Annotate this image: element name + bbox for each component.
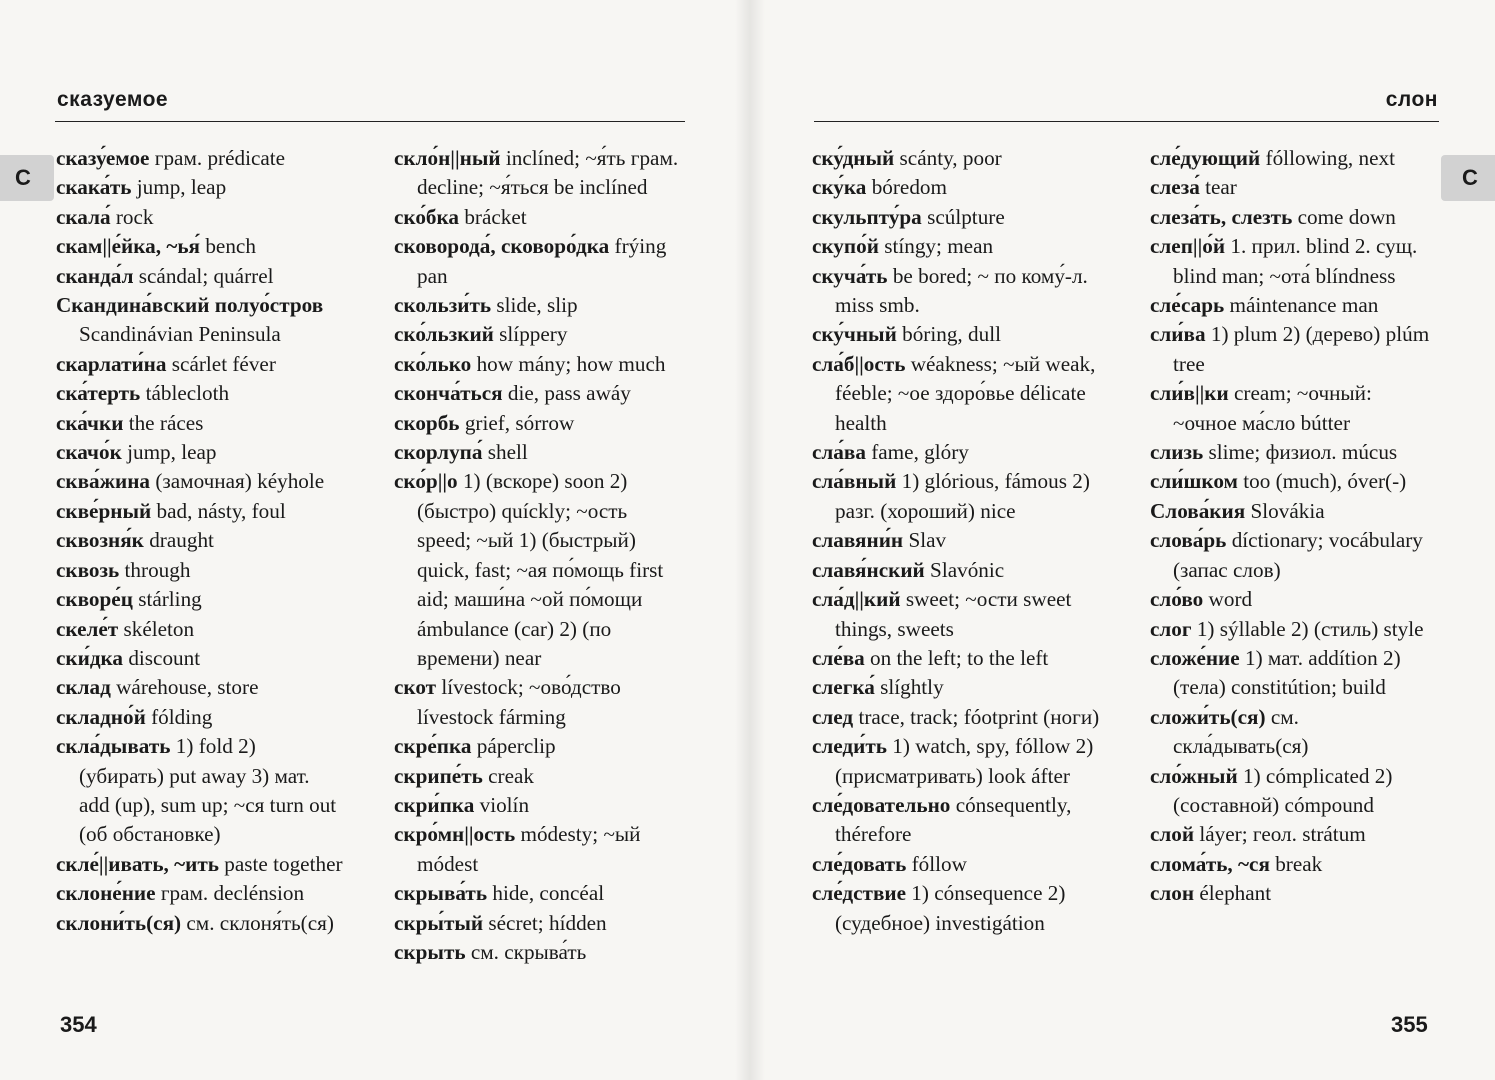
entry-headword: скве́рный (56, 498, 152, 523)
entry-headword: скуча́ть (812, 263, 888, 288)
entry-definition: slime; физиол. múcus (1203, 440, 1398, 465)
entry-definition: scárlet féver (166, 351, 276, 376)
dictionary-entry (394, 762, 682, 791)
dictionary-entry (1150, 144, 1438, 173)
entry-headword: скрипе́ть (394, 763, 483, 788)
entry-headword: скле́||ивать, ~ить (56, 851, 219, 876)
entry-definition: 1) мат. addítion 2) (тела) constitútion; build (1173, 645, 1401, 700)
dictionary-entry (56, 438, 344, 467)
letter-tab: С (0, 155, 54, 201)
entry-headword: скрыва́ть (394, 881, 488, 906)
entry-headword: ско́лько (394, 351, 472, 376)
dictionary-entry (394, 379, 682, 408)
entry-definition: páperclip (471, 734, 556, 759)
page-number: 355 (1391, 1012, 1428, 1037)
dictionary-entry (1150, 173, 1438, 202)
dictionary-entry (1150, 438, 1438, 467)
entry-definition: through (119, 557, 191, 582)
dictionary-entry (812, 585, 1100, 644)
entry-headword: скворе́ц (56, 587, 133, 612)
dictionary-entry (394, 909, 682, 938)
dictionary-entry (394, 291, 682, 320)
entry-definition: módesty; ~ый módest (417, 822, 641, 876)
dictionary-entry (1150, 379, 1438, 438)
entry-definition: grief, sórrow (459, 410, 575, 435)
dictionary-entry (394, 232, 682, 291)
entry-headword: складно́й (56, 704, 146, 729)
dictionary-entry (1150, 467, 1438, 496)
entry-definition: 1) cónsequence 2) (судебное) investigátion (835, 881, 1066, 935)
entry-definition: creak (482, 763, 534, 788)
entry-definition: die, pass awáy (502, 381, 631, 406)
header-rule (814, 121, 1439, 122)
dictionary-entry (56, 879, 344, 908)
entry-headword: скала́ (56, 204, 111, 229)
entry-definition: word (1203, 587, 1253, 612)
dictionary-entry (394, 820, 682, 879)
entry-definition: lívestock; ~ово́дство lívestock fárming (417, 675, 621, 729)
entry-headword: склад (56, 675, 111, 700)
entry-definition: Slav (903, 528, 947, 553)
dictionary-entry (56, 585, 344, 614)
entry-definition: come down (1292, 204, 1396, 229)
entry-definition: on the left; to the left (864, 645, 1049, 670)
entry-headword: ско́льзкий (394, 322, 494, 347)
entry-headword: склони́ть(ся) (56, 910, 182, 935)
entry-headword: ско́р||о (394, 469, 458, 494)
entry-headword: скорлупа́ (394, 440, 483, 465)
entry-headword: скака́ть (56, 175, 132, 200)
entry-headword: сле́довать (812, 851, 907, 876)
page-number: 354 (60, 1012, 97, 1037)
entry-headword: скла́дывать (56, 734, 171, 759)
column-1 (56, 144, 344, 938)
entry-headword: Слова́кия (1150, 498, 1246, 523)
entry-definition: bad, násty, foul (151, 498, 286, 523)
column-1 (812, 144, 1100, 938)
dictionary-entry (56, 350, 344, 379)
entry-definition: Slavónic (924, 557, 1005, 582)
entry-definition: slíppery (493, 322, 568, 347)
dictionary-entry (394, 144, 682, 203)
entry-definition: too (much), óver(-) (1237, 469, 1407, 494)
dictionary-entry (812, 526, 1100, 555)
entry-headword: ску́чный (812, 322, 897, 347)
dictionary-entry (56, 850, 344, 879)
entry-definition: stíngy; mean (878, 234, 994, 259)
entry-definition: sweet; ~ости sweet things, sweets (835, 587, 1072, 641)
dictionary-entry (394, 350, 682, 379)
entry-headword: сла́д||кий (812, 587, 901, 612)
running-header: слон (1385, 88, 1438, 111)
dictionary-entry (394, 409, 682, 438)
entry-headword: сква́жина (56, 469, 151, 494)
entry-headword: ско́бка (394, 204, 460, 229)
entry-definition: cream; ~очный: ~очное ма́сло bútter (1173, 381, 1372, 435)
dictionary-entry (56, 467, 344, 496)
entry-headword: сла́ва (812, 440, 866, 465)
dictionary-entry (1150, 203, 1438, 232)
entry-definition: tear (1199, 175, 1237, 200)
dictionary-entry (812, 203, 1100, 232)
entry-definition: 1) cómplicated 2) (составной) cómpound (1173, 763, 1393, 817)
dictionary-entry (1150, 585, 1438, 614)
dictionary-entry (1150, 850, 1438, 879)
left-page (0, 0, 745, 1080)
entry-headword: слеза́ть, слезть (1150, 204, 1293, 229)
dictionary-entry (1150, 526, 1438, 585)
entry-definition: bench (200, 234, 256, 259)
entry-definition: brácket (459, 204, 527, 229)
entry-headword: слома́ть, ~ся (1150, 851, 1270, 876)
dictionary-entry (394, 467, 682, 673)
dictionary-entry (1150, 291, 1438, 320)
column-2 (1150, 144, 1438, 909)
entry-headword: скачо́к (56, 440, 122, 465)
entry-headword: слой (1150, 822, 1195, 847)
dictionary-entry (56, 644, 344, 673)
entry-headword: сле́дствие (812, 881, 906, 906)
entry-definition: stárling (132, 587, 202, 612)
entry-definition: skéleton (118, 616, 195, 641)
entry-definition: wárehouse, store (110, 675, 259, 700)
entry-headword: след (812, 704, 854, 729)
entry-headword: сказу́емое (56, 146, 150, 170)
dictionary-entry (812, 320, 1100, 349)
letter-tab: С (1441, 155, 1495, 201)
dictionary-entry (56, 673, 344, 702)
entry-headword: скрыть (394, 939, 466, 964)
entry-definition: slide, slip (491, 293, 578, 318)
entry-definition: fólding (145, 704, 213, 729)
dictionary-entry (394, 203, 682, 232)
entry-definition: scánty, poor (894, 146, 1002, 170)
dictionary-entry (812, 350, 1100, 438)
entry-definition: draught (143, 528, 214, 553)
entry-definition: bóredom (866, 175, 948, 200)
entry-definition: élephant (1194, 881, 1272, 906)
entry-headword: сло́жный (1150, 763, 1238, 788)
entry-definition: Slovákia (1245, 498, 1325, 523)
dictionary-entry (812, 879, 1100, 938)
dictionary-entry (394, 791, 682, 820)
dictionary-entry (1150, 497, 1438, 526)
entry-headword: сквозь (56, 557, 120, 582)
entry-headword: сложе́ние (1150, 645, 1240, 670)
entry-headword: скользи́ть (394, 293, 492, 318)
dictionary-entry (56, 497, 344, 526)
entry-headword: сле́довательно (812, 792, 951, 817)
entry-definition: 1) plum 2) (дерево) plúm tree (1173, 322, 1430, 376)
dictionary-entry (1150, 320, 1438, 379)
entry-definition: paste together (218, 851, 343, 876)
entry-headword: ску́ка (812, 175, 867, 200)
dictionary-entry (1150, 644, 1438, 703)
dictionary-entry (812, 144, 1100, 173)
dictionary-entry (394, 938, 682, 967)
entry-headword: ска́чки (56, 410, 124, 435)
dictionary-entry (812, 438, 1100, 467)
dictionary-entry (1150, 232, 1438, 291)
entry-definition: the ráces (123, 410, 204, 435)
dictionary-entry (812, 850, 1100, 879)
entry-definition: fame, glóry (865, 440, 969, 465)
entry-headword: скорбь (394, 410, 460, 435)
dictionary-entry (56, 703, 344, 732)
entry-definition: cónsequently, thérefore (835, 792, 1072, 847)
dictionary-entry (394, 673, 682, 732)
dictionary-entry (56, 909, 344, 938)
dictionary-entry (812, 644, 1100, 673)
entry-definition: грам. declénsion (155, 881, 305, 906)
entry-definition: (замочная) kéyhole (150, 469, 325, 494)
entry-definition: violín (474, 792, 530, 817)
entry-headword: слизь (1150, 440, 1204, 465)
dictionary-entry (1150, 615, 1438, 644)
entry-headword: сквозня́к (56, 528, 144, 553)
entry-headword: сложи́ть(ся) (1150, 704, 1266, 729)
entry-headword: скеле́т (56, 616, 119, 641)
dictionary-entry (812, 173, 1100, 202)
entry-headword: ски́дка (56, 645, 124, 670)
entry-definition: jump, leap (131, 175, 227, 200)
entry-headword: скро́мн||ость (394, 822, 516, 847)
entry-headword: сла́б||ость (812, 351, 906, 376)
entry-definition: jump, leap (121, 440, 217, 465)
entry-headword: ска́терть (56, 381, 141, 406)
entry-headword: скам||е́йка, ~ья́ (56, 234, 201, 259)
dictionary-entry (56, 232, 344, 261)
entry-definition: bóring, dull (896, 322, 1001, 347)
entry-definition: táblecloth (140, 381, 230, 406)
entry-headword: сли́в||ки (1150, 381, 1229, 406)
entry-headword: следи́ть (812, 734, 887, 759)
entry-headword: сле́ва (812, 645, 865, 670)
running-header: сказуемое (57, 88, 169, 111)
entry-definition: how mány; how much (471, 351, 666, 376)
entry-definition: scándal; quárrel (133, 263, 274, 288)
entry-headword: сканда́л (56, 263, 134, 288)
dictionary-entry (394, 879, 682, 908)
entry-definition: wéakness; ~ый weak, féeble; ~ое здоро́вье délicate health (835, 351, 1096, 435)
dictionary-entry (812, 703, 1100, 732)
dictionary-entry (812, 262, 1100, 321)
entry-headword: скры́тый (394, 910, 484, 935)
dictionary-entry (56, 526, 344, 555)
entry-definition: fóllowing, next (1260, 146, 1395, 170)
entry-headword: славяни́н (812, 528, 904, 553)
header-rule (55, 121, 685, 122)
entry-headword: слог (1150, 616, 1192, 641)
dictionary-entry (1150, 762, 1438, 821)
entry-headword: сле́дующий (1150, 146, 1261, 170)
entry-definition: см. скла́дывать(ся) (1173, 704, 1309, 759)
entry-definition: fóllow (906, 851, 967, 876)
right-page (750, 0, 1495, 1080)
entry-definition: sécret; hídden (483, 910, 607, 935)
dictionary-entry (812, 791, 1100, 850)
column-2 (394, 144, 682, 967)
entry-headword: склоне́ние (56, 881, 156, 906)
dictionary-entry (1150, 879, 1438, 908)
entry-headword: скло́н||ный (394, 146, 501, 170)
entry-definition: 1) watch, spy, fóllow 2) (присматривать) look áfter (835, 734, 1094, 788)
dictionary-entry (394, 438, 682, 467)
entry-definition: 1) sýllable 2) (стиль) style (1191, 616, 1424, 641)
dictionary-entry (56, 732, 344, 850)
entry-headword: слова́рь (1150, 528, 1227, 553)
entry-headword: скри́пка (394, 792, 475, 817)
entry-headword: сле́сарь (1150, 293, 1225, 318)
entry-definition: slíghtly (874, 675, 944, 700)
dictionary-entry (56, 379, 344, 408)
dictionary-entry (1150, 703, 1438, 762)
entry-definition: 1. прил. blind 2. сущ. blind man; ~ота́ blíndness (1173, 234, 1418, 288)
dictionary-entry (812, 556, 1100, 585)
entry-headword: слон (1150, 881, 1195, 906)
entry-headword: скарлати́на (56, 351, 167, 376)
entry-definition: trace, track; fóotprint (ноги) (853, 704, 1100, 729)
entry-definition: см. скрыва́ть (465, 939, 587, 964)
entry-headword: ску́дный (812, 146, 895, 170)
entry-headword: слеза́ (1150, 175, 1200, 200)
dictionary-entry (56, 409, 344, 438)
entry-headword: скупо́й (812, 234, 879, 259)
entry-definition: inclíned; ~я́ть грам. decline; ~я́ться be inclíned (417, 146, 679, 200)
entry-definition: frýing pan (417, 234, 667, 288)
entry-headword: слегка́ (812, 675, 875, 700)
entry-definition: be bored; ~ по кому́-л. miss smb. (835, 263, 1088, 318)
dictionary-entry (1150, 820, 1438, 849)
dictionary-entry (812, 232, 1100, 261)
entry-definition: shell (482, 440, 528, 465)
entry-headword: сковорода́, сковоро́дка (394, 234, 610, 259)
dictionary-entry (812, 732, 1100, 791)
entry-headword: слеп||о́й (1150, 234, 1226, 259)
entry-headword: сло́во (1150, 587, 1204, 612)
dictionary-entry (56, 556, 344, 585)
entry-definition: máintenance man (1224, 293, 1379, 318)
dictionary-entry (56, 144, 344, 173)
dictionary-entry (56, 203, 344, 232)
dictionary-entry (56, 291, 344, 350)
dictionary-entry (812, 467, 1100, 526)
entry-definition: 1) glórious, fámous 2) разг. (хороший) nice (835, 469, 1090, 523)
entry-headword: скот (394, 675, 437, 700)
entry-definition: láyer; геол. strátum (1194, 822, 1366, 847)
entry-definition: hide, concéal (487, 881, 605, 906)
entry-definition: scúlpture (921, 204, 1005, 229)
dictionary-entry (394, 732, 682, 761)
entry-headword: скульпту́ра (812, 204, 922, 229)
entry-definition: rock (110, 204, 154, 229)
entry-definition: Scandinávian Peninsula (79, 322, 281, 347)
entry-headword: Скандина́вский полуо́стров (56, 293, 324, 318)
entry-definition: break (1269, 851, 1323, 876)
entry-headword: славя́нский (812, 557, 925, 582)
dictionary-entry (56, 173, 344, 202)
dictionary-entry (394, 320, 682, 349)
entry-headword: сконча́ться (394, 381, 503, 406)
dictionary-entry (812, 673, 1100, 702)
entry-definition: díctionary; vocábulary (запас слов) (1173, 528, 1423, 582)
entry-definition: 1) (вскоре) soon 2) (быстро) quíckly; ~ость speed; ~ый 1) (быстрый) quick, fast; ~ая по́мощь first aid; маши́на ~ой по́мощи ámbulance (car) 2) (по времени) near (417, 469, 664, 670)
dictionary-entry (56, 262, 344, 291)
entry-headword: сла́вный (812, 469, 897, 494)
entry-headword: сли́ва (1150, 322, 1206, 347)
entry-definition: discount (123, 645, 201, 670)
entry-headword: сли́шком (1150, 469, 1238, 494)
entry-headword: скре́пка (394, 734, 472, 759)
dictionary-entry (56, 615, 344, 644)
entry-definition: 1) fold 2) (убирать) put away 3) мат. add (up), sum up; ~ся turn out (об обстановке) (79, 734, 337, 847)
entry-definition: грам. prédicate (149, 146, 286, 170)
entry-definition: см. склоня́ть(ся) (181, 910, 334, 935)
